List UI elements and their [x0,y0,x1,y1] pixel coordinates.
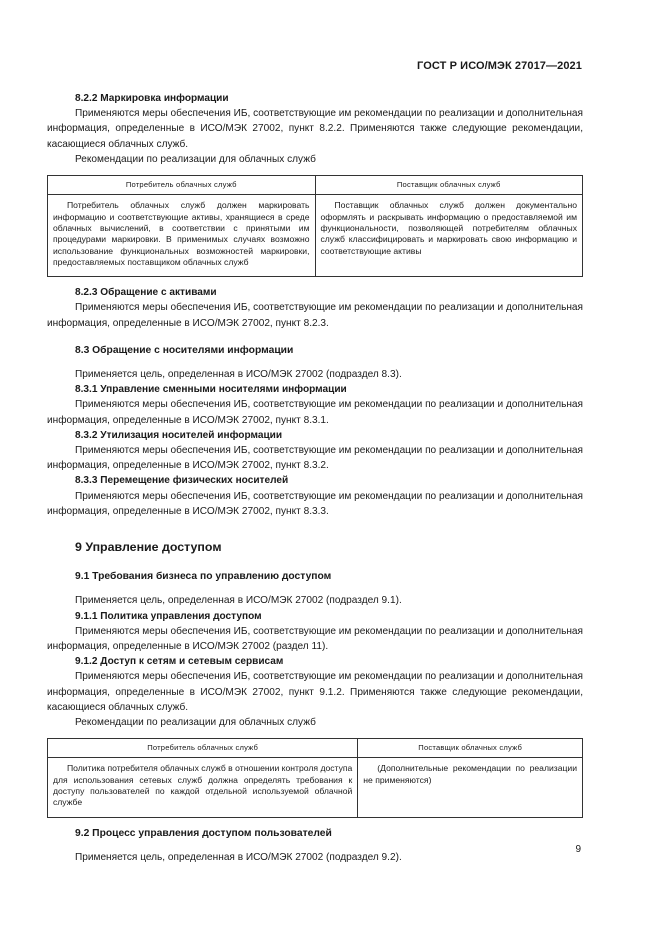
paragraph-8-2-2: Применяются меры обеспечения ИБ, соответствующие им рекомендации по реализации и дополнительная информация, определенные в ИСО/МЭК 27002, пункт 8.2.2. Применяются также следующие рекомендации, касающиеся облачных служб. [47,108,583,150]
page-content [47,91,583,865]
table-cell-consumer: Потребитель облачных служб должен маркировать информацию и соответствующие активы, хранящиеся в среде облачных вычислений, в соответствии с принятыми им процедурами маркировки. В применимых случаях возможно использование функциональных возможностей маркировки, предоставляемых поставщиком облачных служб [48,195,316,277]
paragraph-8-3: Применяется цель, определенная в ИСО/МЭК 27002 (подраздел 8.3). [75,368,402,380]
heading-8-2-3: 8.2.3 Обращение с активами [75,287,217,299]
table-header-consumer: Потребитель облачных служб [48,739,358,758]
heading-9-1-2: 9.1.2 Доступ к сетям и сетевым сервисам [75,656,284,668]
heading-8-3-3: 8.3.3 Перемещение физических носителей [75,475,289,487]
paragraph-8-3-3: Применяются меры обеспечения ИБ, соответствующие им рекомендации по реализации и дополнительная информация, определенные в ИСО/МЭК 27002, пункт 8.3.3. [47,490,583,517]
heading-8-3-1: 8.3.1 Управление сменными носителями информации [75,384,347,396]
table-header-provider: Поставщик облачных служб [315,176,583,195]
paragraph-9-1-2: Применяются меры обеспечения ИБ, соответствующие им рекомендации по реализации и дополнительная информация, определенные в ИСО/МЭК 27002, пункт 9.1.2. Применяются также следующие рекомендации, касающиеся облачных служб. [47,671,583,713]
table-cell-provider: (Дополнительные рекомендации по реализации не применяются) [358,758,583,817]
paragraph-9-2: Применяется цель, определенная в ИСО/МЭК 27002 (подраздел 9.2). [75,851,402,863]
paragraph-8-3-2: Применяются меры обеспечения ИБ, соответствующие им рекомендации по реализации и дополнительная информация, определенные в ИСО/МЭК 27002, пункт 8.3.2. [47,444,583,472]
heading-9: 9 Управление доступом [75,539,222,554]
recommendations-table-8-2-2 [47,175,583,277]
paragraph-8-3-1: Применяются меры обеспечения ИБ, соответствующие им рекомендации по реализации и дополнительная информация, определенные в ИСО/МЭК 27002, пункт 8.3.1. [47,399,583,426]
table-header-consumer: Потребитель облачных служб [48,176,316,195]
rec-intro-8-2-2: Рекомендации по реализации для облачных служб [75,153,316,165]
rec-intro-9-1-2: Рекомендации по реализации для облачных служб [75,716,316,728]
table-header-provider: Поставщик облачных служб [358,739,583,758]
page-number: 9 [575,844,581,855]
paragraph-9-1: Применяется цель, определенная в ИСО/МЭК 27002 (подраздел 9.1). [75,595,402,607]
table-cell-consumer: Политика потребителя облачных служб в отношении контроля доступа для использования сетевых служб должна определять требования к доступу пользователей по каждой отдельной используемой облачной службе [48,758,358,817]
heading-8-3: 8.3 Обращение с носителями информации [75,344,294,356]
heading-9-1-1: 9.1.1 Политика управления доступом [75,610,262,622]
heading-8-3-2: 8.3.2 Утилизация носителей информации [75,429,283,441]
recommendations-table-9-1-2 [47,738,583,817]
paragraph-9-1-1: Применяются меры обеспечения ИБ, соответствующие им рекомендации по реализации и дополнительная информация, определенные в ИСО/МЭК 27002 (раздел 11). [47,625,583,652]
document-header: ГОСТ Р ИСО/МЭК 27017—2021 [417,60,582,72]
paragraph-8-2-3: Применяются меры обеспечения ИБ, соответствующие им рекомендации по реализации и дополнительная информация, определенные в ИСО/МЭК 27002, пункт 8.2.3. [47,302,583,329]
table-cell-provider: Поставщик облачных служб должен документально оформлять и раскрывать информацию о предоставляемой им функциональности, позволяющей потребителям облачных служб классифицировать и маркировать свою информацию и соответствующие активы [315,195,583,277]
heading-9-2: 9.2 Процесс управления доступом пользователей [75,827,332,839]
heading-9-1: 9.1 Требования бизнеса по управлению доступом [75,571,332,583]
heading-8-2-2: 8.2.2 Маркировка информации [75,93,229,104]
